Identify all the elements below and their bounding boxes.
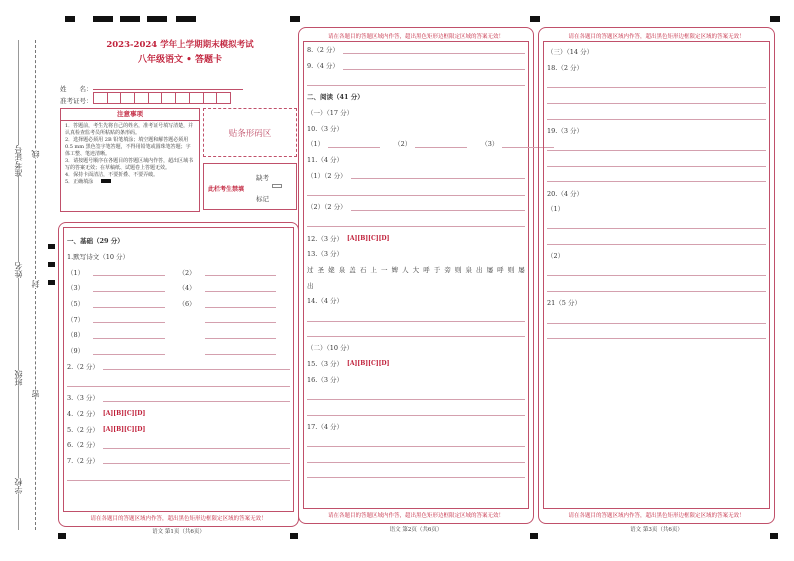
answer-line[interactable] bbox=[205, 284, 277, 292]
question-label: （1） bbox=[547, 205, 565, 214]
question-row bbox=[67, 359, 290, 375]
question-row bbox=[547, 311, 766, 327]
proctor-box bbox=[203, 163, 297, 210]
question-label: 10.（3 分） bbox=[307, 124, 344, 133]
warning-text: 请在各题目的答题区域内作答，超出黑色矩形边框限定区域的答案无效！ bbox=[568, 34, 745, 40]
question-row bbox=[307, 371, 525, 387]
answer-line[interactable] bbox=[351, 203, 525, 211]
blank-label: （8） bbox=[67, 331, 85, 340]
question-row bbox=[307, 356, 525, 372]
question-label: 6.（2 分） bbox=[67, 441, 99, 450]
blank-pair bbox=[67, 299, 179, 308]
blank-pair bbox=[179, 299, 291, 308]
question-row bbox=[307, 73, 525, 89]
warning-text: 请在各题目的答题区域内作答，超出黑色矩形边框限定区域的答案无效！ bbox=[327, 513, 504, 519]
binding-class-label: 班级 bbox=[14, 370, 23, 386]
absent-label: 缺考 bbox=[256, 174, 269, 182]
binding-exam-id-label: 准考证号 bbox=[14, 145, 23, 177]
alignment-mark bbox=[147, 16, 167, 22]
question-row bbox=[307, 105, 525, 121]
alignment-mark bbox=[93, 16, 113, 22]
proctor-label: 此栏考生禁填 bbox=[208, 186, 245, 193]
question-row bbox=[547, 264, 766, 280]
question-row bbox=[67, 327, 290, 343]
blank-item bbox=[307, 139, 380, 148]
sentence-char: 呼 bbox=[423, 265, 430, 274]
alignment-mark bbox=[530, 533, 538, 539]
barcode-area bbox=[203, 108, 297, 157]
exam-subtitle: 八年级语文 • 答题卡 bbox=[137, 55, 223, 65]
sentence-char: 则 bbox=[507, 265, 515, 274]
alignment-mark bbox=[48, 262, 55, 267]
answer-line[interactable] bbox=[307, 390, 525, 400]
answer-line[interactable] bbox=[103, 456, 290, 464]
answer-line[interactable] bbox=[205, 347, 277, 355]
name-field[interactable] bbox=[93, 80, 243, 90]
question-label: 2.（2 分） bbox=[67, 362, 99, 371]
question-label: 出 bbox=[307, 281, 314, 290]
blank-label: （9） bbox=[67, 347, 85, 356]
question-label: 17.（4 分） bbox=[307, 422, 344, 431]
answer-line[interactable] bbox=[343, 46, 525, 54]
answer-line[interactable] bbox=[547, 314, 766, 324]
blank-pair bbox=[179, 268, 291, 277]
question-label: 20.（4 分） bbox=[547, 189, 584, 198]
sentence-char: 大 bbox=[412, 265, 420, 274]
question-row bbox=[307, 434, 525, 450]
answer-line[interactable] bbox=[205, 315, 277, 323]
filled-sample bbox=[101, 179, 111, 183]
answer-line[interactable] bbox=[307, 453, 525, 463]
question-row bbox=[307, 419, 525, 435]
question-row bbox=[67, 264, 290, 280]
question-row bbox=[547, 185, 766, 201]
blank-pair bbox=[67, 268, 179, 277]
choice-options[interactable]: [A][B][C][D] bbox=[102, 425, 146, 433]
question-row bbox=[67, 249, 290, 265]
alignment-mark bbox=[120, 16, 140, 22]
binding-line bbox=[18, 40, 19, 530]
alignment-mark bbox=[290, 16, 300, 22]
sentence-char: 出 bbox=[476, 265, 483, 274]
question-row bbox=[307, 230, 525, 246]
exam-id-label: 准考证号： bbox=[60, 97, 93, 105]
question-label: 4.（2 分） bbox=[67, 409, 99, 418]
answer-line[interactable] bbox=[93, 284, 165, 292]
answer-line[interactable] bbox=[93, 268, 165, 276]
question-row bbox=[67, 453, 290, 469]
notice-title: 注意事项 bbox=[61, 109, 199, 121]
answer-panel-3 bbox=[538, 27, 775, 524]
answer-line[interactable] bbox=[307, 406, 525, 416]
question-row bbox=[547, 217, 766, 233]
binding-xian-label: 线 bbox=[31, 150, 40, 158]
question-label: 7.（2 分） bbox=[67, 456, 99, 465]
question-row bbox=[307, 183, 525, 199]
question-row bbox=[547, 122, 766, 138]
answer-panel-2 bbox=[298, 27, 534, 524]
question-label: （一）（17 分） bbox=[307, 109, 354, 118]
sentence-char: 于 bbox=[433, 265, 441, 274]
question-row bbox=[67, 311, 290, 327]
question-label: 19.（3 分） bbox=[547, 126, 584, 135]
choice-options[interactable]: [A][B][C][D] bbox=[102, 409, 146, 417]
answer-line[interactable] bbox=[67, 377, 290, 387]
question-label: 1.默写诗文（10 分） bbox=[67, 253, 130, 262]
sentence-char: 屡 bbox=[518, 265, 525, 274]
binding-school-label: 学校 bbox=[14, 478, 23, 494]
question-label: 5.（2 分） bbox=[67, 425, 99, 434]
question-row bbox=[307, 152, 525, 168]
answer-line[interactable] bbox=[67, 471, 290, 481]
blank-pair bbox=[179, 315, 291, 323]
notice-item: 2．选择题必须用 2B 铅笔填涂；填空题和解答题必须用 0.5 mm 黑色签字笔答题，不得用铅笔或圆珠笔答题；字体工整、笔迹清晰。 bbox=[65, 137, 191, 157]
question-row bbox=[67, 468, 290, 484]
answer-line[interactable] bbox=[547, 110, 766, 120]
alignment-mark bbox=[48, 280, 55, 285]
page-footer: 语文 第3页（共6页） bbox=[630, 527, 683, 533]
answer-line[interactable] bbox=[205, 331, 277, 339]
absent-checkbox[interactable] bbox=[272, 184, 282, 188]
question-row bbox=[67, 296, 290, 312]
question-row bbox=[307, 89, 525, 105]
blank-pair bbox=[179, 347, 291, 355]
question-row bbox=[307, 387, 525, 403]
sentence-char: 石 bbox=[359, 265, 367, 274]
sentence-char: 屡 bbox=[486, 265, 494, 274]
answer-line[interactable] bbox=[547, 329, 766, 339]
answer-line[interactable] bbox=[343, 62, 525, 70]
blank-label: （6） bbox=[178, 300, 196, 309]
question-label: 11.（4 分） bbox=[307, 156, 344, 165]
answer-line[interactable] bbox=[547, 219, 766, 229]
question-label: （1）（2 分） bbox=[307, 171, 347, 180]
question-row bbox=[547, 60, 766, 76]
notice-item: 5．正确填涂 bbox=[65, 179, 94, 185]
question-label: （2）（2 分） bbox=[307, 203, 347, 212]
sentence-char: 上 bbox=[370, 265, 377, 274]
question-row bbox=[547, 295, 766, 311]
question-row bbox=[547, 154, 766, 170]
question-row bbox=[307, 58, 525, 74]
question-row bbox=[547, 232, 766, 248]
blank-item bbox=[394, 139, 467, 148]
alignment-mark bbox=[770, 533, 778, 539]
sentence-char: 一 bbox=[380, 265, 388, 274]
sentence-char: 婢 bbox=[391, 265, 398, 274]
sentence-char: 泉 bbox=[338, 265, 346, 274]
sentence-char: 过 bbox=[307, 265, 314, 274]
blank-label: （5） bbox=[67, 300, 85, 309]
question-row bbox=[307, 246, 525, 262]
answer-line[interactable] bbox=[547, 94, 766, 104]
answer-panel-1 bbox=[58, 222, 299, 527]
answer-line[interactable] bbox=[93, 300, 165, 308]
binding-name-label: 姓名 bbox=[14, 262, 23, 278]
answer-line[interactable] bbox=[307, 312, 525, 322]
question-row bbox=[307, 466, 525, 482]
question-row bbox=[307, 309, 525, 325]
sentence-char: 呼 bbox=[497, 265, 504, 274]
answer-line[interactable] bbox=[205, 268, 277, 276]
question-label: 21（5 分） bbox=[547, 299, 581, 308]
choice-options[interactable]: [A][B][C][D] bbox=[347, 234, 390, 242]
blank-label: （1） bbox=[307, 140, 325, 149]
choice-options[interactable]: [A][B][C][D] bbox=[347, 360, 390, 368]
question-row bbox=[307, 42, 525, 58]
question-row bbox=[547, 279, 766, 295]
alignment-mark bbox=[530, 16, 540, 22]
question-label: （二）（10 分） bbox=[307, 344, 354, 353]
question-row bbox=[67, 343, 290, 359]
alignment-mark bbox=[176, 16, 196, 22]
question-row bbox=[307, 293, 525, 309]
page-footer: 语文 第2页（共6页） bbox=[389, 527, 443, 533]
question-row bbox=[307, 403, 525, 419]
question-row bbox=[547, 170, 766, 186]
question-label: 9.（4 分） bbox=[307, 62, 339, 71]
notice-item: 1．答题前，考生先将自己的姓名，准考证号填写清楚，并认真检查监考员所粘贴的条形码。 bbox=[65, 123, 194, 136]
question-row bbox=[307, 262, 525, 278]
answer-line[interactable] bbox=[307, 327, 525, 337]
answer-line[interactable] bbox=[547, 282, 766, 292]
question-row bbox=[547, 248, 766, 264]
question-row bbox=[547, 75, 766, 91]
question-row bbox=[307, 340, 525, 356]
blank-pair bbox=[179, 283, 291, 292]
blank-pair bbox=[67, 346, 179, 355]
name-label: 姓 名： bbox=[60, 85, 93, 93]
question-label: 一、基础（29 分） bbox=[67, 237, 124, 246]
sentence-char: 人 bbox=[402, 265, 409, 274]
answer-line[interactable] bbox=[93, 331, 165, 339]
question-label: 16.（3 分） bbox=[307, 375, 344, 384]
answer-line[interactable] bbox=[547, 235, 766, 245]
answer-line[interactable] bbox=[307, 468, 525, 478]
question-label: （三）（14 分） bbox=[547, 48, 594, 57]
question-row bbox=[67, 390, 290, 406]
barcode-label: 贴条形码区 bbox=[228, 128, 272, 139]
blank-label: （2） bbox=[178, 268, 196, 277]
blank-label: （1） bbox=[67, 268, 85, 277]
question-row bbox=[547, 91, 766, 107]
question-label: 3.（3 分） bbox=[67, 394, 99, 403]
blank-label: （4） bbox=[178, 284, 196, 293]
answer-line[interactable] bbox=[307, 217, 525, 227]
binding-mi-label: 密 bbox=[31, 390, 40, 398]
question-row bbox=[67, 233, 290, 249]
answer-line[interactable] bbox=[307, 437, 525, 447]
blank-pair bbox=[67, 283, 179, 292]
question-row bbox=[67, 437, 290, 453]
question-label: 14.（4 分） bbox=[307, 297, 344, 306]
question-label: 二、阅读（41 分） bbox=[307, 93, 364, 102]
answer-line[interactable] bbox=[547, 172, 766, 182]
question-label: 13.（3 分） bbox=[307, 250, 344, 259]
answer-line[interactable] bbox=[103, 441, 290, 449]
question-row bbox=[547, 107, 766, 123]
question-row bbox=[307, 450, 525, 466]
notice-item: 3．请按题号顺序在各题目的答题区域内作答，超出区域书写的答案无效；在草稿纸、试题卷上答题无效。 bbox=[65, 158, 194, 171]
answer-line[interactable] bbox=[547, 266, 766, 276]
answer-blank[interactable] bbox=[328, 140, 380, 148]
notice-box bbox=[60, 108, 200, 212]
question-row bbox=[307, 215, 525, 231]
page-footer: 语文 第1页（共6页） bbox=[152, 529, 205, 535]
question-label: （2） bbox=[547, 252, 565, 261]
answer-line[interactable] bbox=[103, 362, 290, 370]
sentence-char: 盖 bbox=[349, 265, 356, 274]
sentence-char: 泉 bbox=[465, 265, 472, 274]
answer-line[interactable] bbox=[547, 157, 766, 167]
blank-label: （3） bbox=[67, 284, 85, 293]
exam-id-boxes[interactable] bbox=[93, 92, 230, 104]
classical-sentence bbox=[307, 265, 525, 274]
question-row bbox=[307, 168, 525, 184]
answer-line[interactable] bbox=[307, 76, 525, 86]
warning-text: 请在各题目的答题区域内作答，超出黑色矩形边框限定区域的答案无效！ bbox=[568, 513, 745, 519]
question-label: 12.（3 分） bbox=[307, 234, 344, 243]
answer-line[interactable] bbox=[93, 347, 165, 355]
answer-line[interactable] bbox=[307, 186, 525, 196]
answer-line[interactable] bbox=[547, 78, 766, 88]
question-row bbox=[307, 324, 525, 340]
binding-feng-label: 封 bbox=[31, 280, 40, 288]
alignment-mark bbox=[770, 16, 780, 22]
mark-label: 标记 bbox=[256, 195, 269, 203]
question-row bbox=[67, 280, 290, 296]
question-row bbox=[67, 421, 290, 437]
exam-title: 2023-2024 学年上学期期末模拟考试 bbox=[106, 40, 254, 50]
sentence-char: 则 bbox=[454, 265, 462, 274]
question-label: 15.（3 分） bbox=[307, 360, 344, 369]
alignment-mark bbox=[65, 16, 75, 22]
blank-pair bbox=[67, 330, 179, 339]
blank-pair bbox=[67, 315, 179, 324]
question-row bbox=[547, 138, 766, 154]
answer-line[interactable] bbox=[103, 394, 290, 402]
question-row bbox=[67, 406, 290, 422]
sentence-char: 圣 bbox=[317, 265, 325, 274]
answer-line[interactable] bbox=[93, 315, 165, 323]
question-row bbox=[307, 199, 525, 215]
blank-label: （3） bbox=[481, 140, 499, 149]
question-row bbox=[67, 374, 290, 390]
question-row bbox=[547, 201, 766, 217]
question-label: 18.（2 分） bbox=[547, 64, 584, 73]
sentence-char: 旁 bbox=[444, 265, 451, 274]
question-row bbox=[307, 277, 525, 293]
question-row bbox=[547, 326, 766, 342]
question-label: 8.（2 分） bbox=[307, 46, 339, 55]
warning-text: 请在各题目的答题区域内作答，超出黑色矩形边框限定区域的答案无效！ bbox=[327, 34, 504, 40]
blank-pair bbox=[179, 331, 291, 339]
blank-label: （2） bbox=[394, 140, 412, 149]
answer-line[interactable] bbox=[351, 171, 525, 179]
sentence-char: 姥 bbox=[328, 265, 335, 274]
answer-line[interactable] bbox=[205, 300, 277, 308]
question-row bbox=[307, 120, 525, 136]
question-row bbox=[547, 44, 766, 60]
answer-blank[interactable] bbox=[415, 140, 467, 148]
answer-line[interactable] bbox=[547, 141, 766, 151]
alignment-mark bbox=[48, 244, 55, 249]
blank-label: （7） bbox=[67, 315, 85, 324]
question-row bbox=[307, 136, 525, 152]
notice-item: 4．保持卡面清洁，不要折叠、不要弄破。 bbox=[65, 172, 159, 178]
warning-text: 请在各题目的答题区域内作答，超出黑色矩形边框限定区域的答案无效！ bbox=[90, 516, 267, 522]
